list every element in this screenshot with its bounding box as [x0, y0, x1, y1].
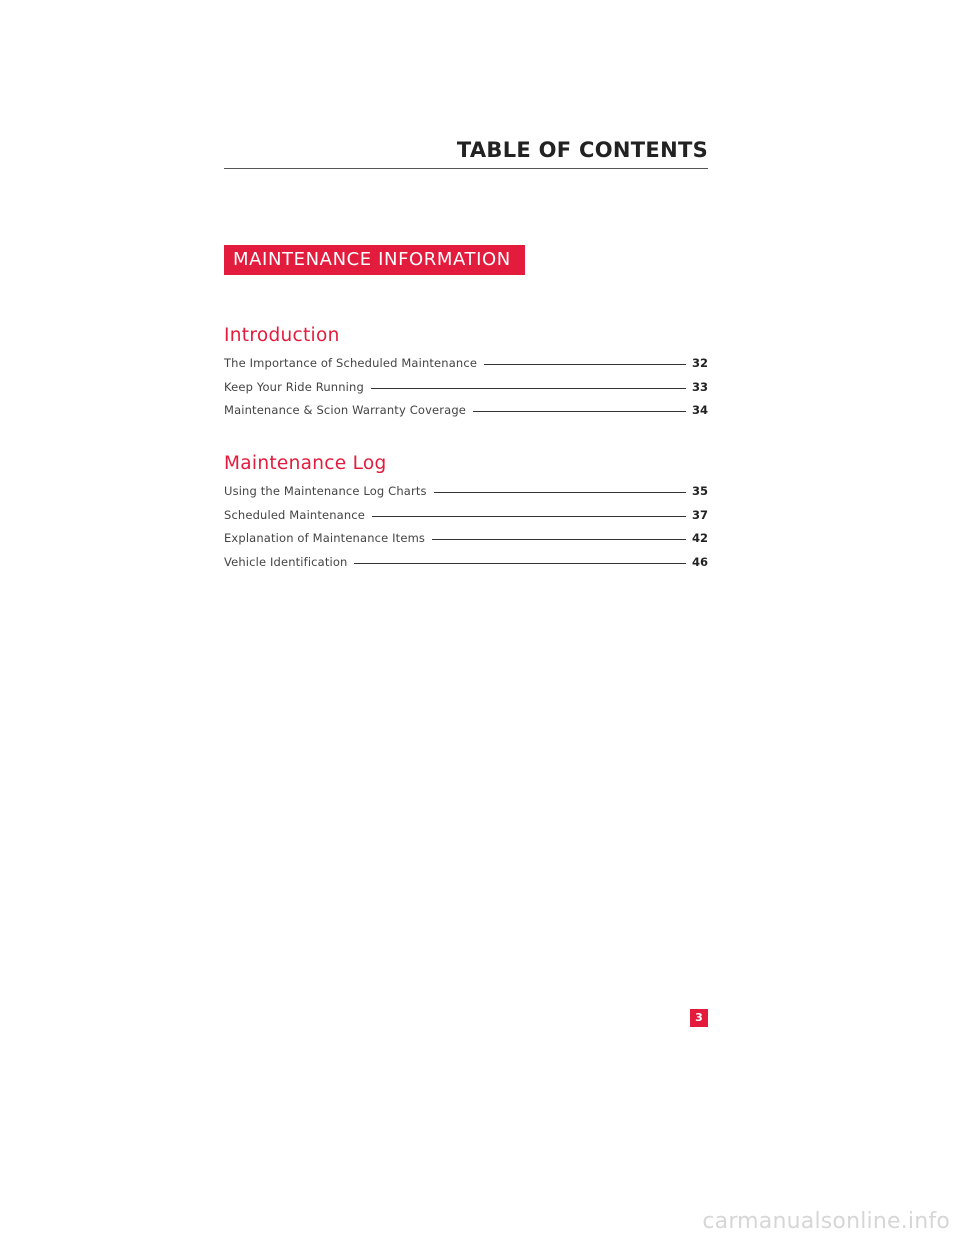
toc-entry[interactable] [224, 484, 708, 508]
toc-entry-label: Keep Your Ride Running [224, 379, 364, 394]
section-banner: MAINTENANCE INFORMATION [224, 245, 525, 275]
toc-entry-page: 34 [691, 403, 708, 417]
toc-entry[interactable] [224, 380, 708, 404]
toc-entry-page: 33 [691, 379, 708, 394]
toc-entry[interactable] [224, 531, 708, 555]
watermark: carmanualsonline.info [702, 1209, 950, 1234]
toc-group-heading: Maintenance Log [224, 453, 387, 474]
toc-entry-label: Scheduled Maintenance [224, 507, 366, 522]
toc-leader-line [371, 388, 686, 389]
toc-entry-page: 37 [691, 507, 708, 522]
toc-entry-page: 35 [691, 484, 708, 498]
toc-entry-label: Using the Maintenance Log Charts [224, 484, 427, 498]
page-header-title: TABLE OF CONTENTS [456, 138, 708, 162]
toc-entry-page: 46 [691, 554, 708, 569]
toc-entry-page: 42 [691, 531, 708, 545]
toc-group-introduction [224, 324, 708, 427]
page-header [224, 134, 708, 169]
toc-entry-page: 32 [691, 356, 708, 370]
toc-group-heading: Introduction [224, 325, 340, 346]
toc-entry-label: Explanation of Maintenance Items [224, 531, 426, 545]
toc-leader-line [473, 411, 686, 412]
toc-entry[interactable] [224, 356, 708, 380]
toc-leader-line [484, 364, 686, 365]
toc-entry-label: The Importance of Scheduled Maintenance [224, 356, 478, 370]
toc-entry[interactable] [224, 555, 708, 579]
toc-entry-label: Maintenance & Scion Warranty Coverage [224, 403, 467, 417]
toc-leader-line [354, 563, 686, 564]
toc-entry[interactable] [224, 508, 708, 532]
toc-group-maintenance-log [224, 452, 708, 578]
toc-entry-label: Vehicle Identification [224, 554, 348, 569]
toc-leader-line [432, 539, 686, 540]
toc-leader-line [434, 492, 686, 493]
page-number-badge: 3 [690, 1009, 708, 1027]
toc-leader-line [372, 516, 686, 517]
toc-entry[interactable] [224, 403, 708, 427]
